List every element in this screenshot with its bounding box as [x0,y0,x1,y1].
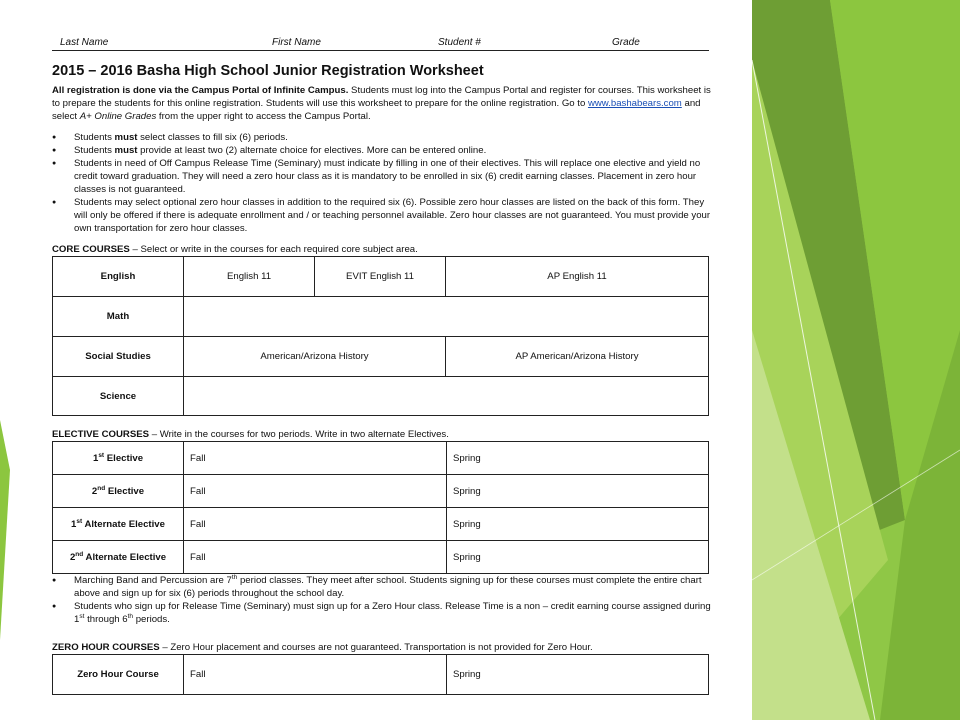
zero-hour-spring[interactable]: Spring [447,655,709,695]
science-label: Science [53,377,184,416]
table-row [53,655,709,695]
list-item: ● Students in need of Off Campus Release Time (Seminary) must indicate by filling in one of their electives. This will replace one elective and yield no credit toward graduation. They will need a zero hour class as it is mandatory to be enrolled in six (6) credit earning classes. Placement in zero hour classes is not guaranteed. [52,157,712,196]
grade-label: Grade [612,37,640,48]
alternate-elective-2-spring[interactable]: Spring [447,541,709,574]
math-label: Math [53,297,184,337]
elective-1-spring[interactable]: Spring [447,442,709,475]
core-courses-heading: CORE COURSES – Select or write in the courses for each required core subject area. [52,244,418,255]
social-studies-label: Social Studies [53,337,184,377]
alternate-elective-1-spring[interactable]: Spring [447,508,709,541]
english-11-option[interactable]: English 11 [184,257,315,297]
elective-2-fall[interactable]: Fall [184,475,447,508]
intro-text-3: from the upper right to access the Campus Portal. [156,111,371,122]
elective-2-label: 2nd Elective [53,475,184,508]
intro-text-2: and select [52,98,701,122]
alternate-elective-2-label: 2nd Alternate Elective [53,541,184,574]
elective-courses-heading: ELECTIVE COURSES – Write in the courses for two periods. Write in two alternate Electives. [52,429,449,440]
elective-1-fall[interactable]: Fall [184,442,447,475]
table-row [53,257,709,297]
table-row [53,377,709,416]
list-item: ● Students must provide at least two (2) alternate choice for electives. More can be entered online. [52,144,712,157]
alternate-elective-1-label: 1st Alternate Elective [53,508,184,541]
rules-list [52,131,712,235]
table-row [53,337,709,377]
zero-hour-fall[interactable]: Fall [184,655,447,695]
ap-english-11-option[interactable]: AP English 11 [446,257,709,297]
intro-bold: All registration is done via the Campus Portal of Infinite Campus. [52,85,349,96]
intro-text-1: Students must log into the Campus Portal and register for courses. This worksheet is to prepare the students for this online registration. Students will use this worksheet to prepare for the online registration. Go to [52,85,711,109]
list-item: ● Students who sign up for Release Time (Seminary) must sign up for a Zero Hour class. Release Time is a non – credit earning course assigned during 1st through 6th periods. [52,600,712,626]
elective-courses-table [52,441,709,574]
evit-english-11-option[interactable]: EVIT English 11 [315,257,446,297]
intro-paragraph [52,84,712,123]
table-row [53,508,709,541]
student-info-header [52,36,709,51]
alternate-elective-1-fall[interactable]: Fall [184,508,447,541]
elective-1-label: 1st Elective [53,442,184,475]
core-courses-table [52,256,709,416]
table-row [53,475,709,508]
page-title: 2015 – 2016 Basha High School Junior Registration Worksheet [52,63,484,79]
first-name-label: First Name [272,37,321,48]
zero-hour-table [52,654,709,695]
table-row [53,541,709,574]
zero-hour-course-label: Zero Hour Course [53,655,184,695]
english-label: English [53,257,184,297]
intro-italic: A+ Online Grades [79,111,157,122]
science-entry[interactable] [184,377,709,416]
last-name-label: Last Name [60,37,109,48]
list-item: ● Students must select classes to fill six (6) periods. [52,131,712,144]
zero-hour-heading: ZERO HOUR COURSES – Zero Hour placement and courses are not guaranteed. Transportation is not provided for Zero Hour. [52,642,593,653]
list-item: ● Students may select optional zero hour classes in addition to the required six (6). Possible zero hour classes are listed on the back of this form. They will only be offered if there is adequate enrollment and / or teaching personnel available. Zero hour classes are not guaranteed. You must provide your own transportation for zero hour classes. [52,196,712,235]
elective-2-spring[interactable]: Spring [447,475,709,508]
american-arizona-history-option[interactable]: American/Arizona History [184,337,446,377]
table-row [53,442,709,475]
ap-american-arizona-history-option[interactable]: AP American/Arizona History [446,337,709,377]
student-number-label: Student # [438,37,481,48]
math-entry[interactable] [184,297,709,337]
basha-website-link[interactable]: www.bashabears.com [587,98,682,109]
notes-list [52,574,712,626]
alternate-elective-2-fall[interactable]: Fall [184,541,447,574]
table-row [53,297,709,337]
list-item: ● Marching Band and Percussion are 7th period classes. They meet after school. Students signing up for these courses must complete the entire chart above and sign up for six (6) periods throughout the school day. [52,574,712,600]
